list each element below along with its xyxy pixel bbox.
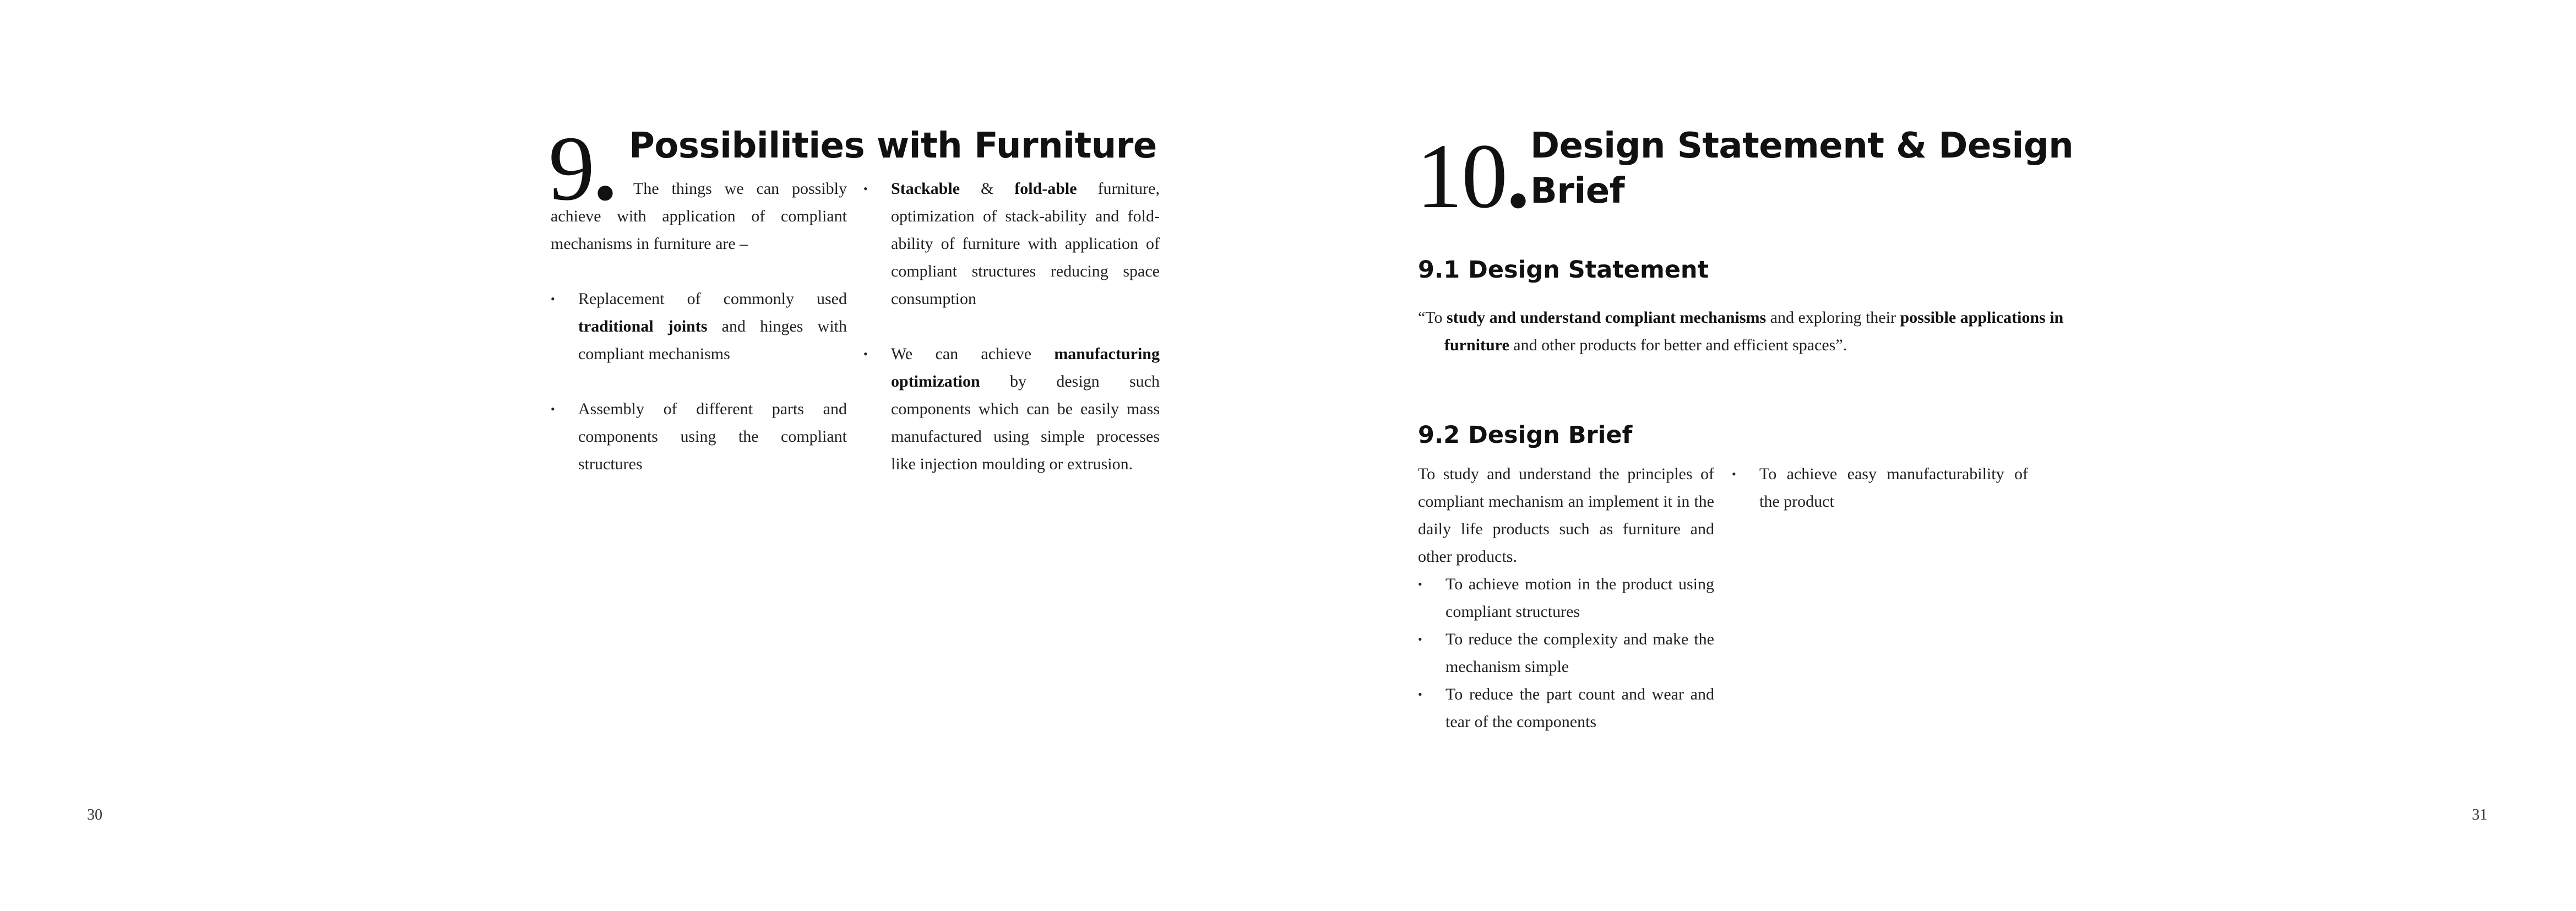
- section-title: Design Statement & Design Brief: [1530, 126, 2074, 212]
- right-column: [863, 175, 1160, 478]
- list-item: • To achieve easy manufacturability of the product: [1732, 460, 2028, 516]
- right-column-bullet-list: [863, 175, 1160, 478]
- page-number: 31: [2472, 806, 2487, 823]
- list-item: • We can achieve manufacturing optimization by design such components which can be easily mass manufactured using simple processes like injection moulding or extrusion.: [863, 340, 1160, 478]
- brief-left-column: [1418, 460, 1714, 736]
- design-statement-heading: 9.1 Design Statement: [1418, 256, 1709, 284]
- section-number-9: 9.: [548, 117, 616, 220]
- bullet-icon: •: [1732, 467, 1736, 481]
- list-item: • To achieve motion in the product using compliant structures: [1418, 571, 1714, 626]
- list-item: • To reduce the part count and wear and tear of the components: [1418, 681, 1714, 736]
- section-title: Possibilities with Furniture: [629, 126, 1157, 166]
- bullet-icon: •: [551, 402, 555, 416]
- left-column-bullet-list: [551, 285, 847, 478]
- brief-intro: To study and understand the principles of compliant mechanism an implement it in the daily life products such as furniture and other products.: [1418, 465, 1714, 566]
- left-column: [551, 175, 847, 478]
- page-number: 30: [87, 806, 102, 823]
- bullet-icon: •: [863, 182, 868, 196]
- list-item: • Assembly of different parts and components using the compliant structures: [551, 395, 847, 478]
- section-number-10: 10.: [1416, 125, 1529, 227]
- bullet-icon: •: [1418, 577, 1422, 591]
- brief-bullet-list-2: [1732, 460, 2028, 516]
- bullet-icon: •: [1418, 632, 1422, 646]
- list-item: • Stackable & fold-able furniture, optimization of stack-ability and fold-ability of furniture with application of compliant structures reducing space consumption: [863, 175, 1160, 313]
- design-statement-text: “To study and understand compliant mechanisms and exploring their possible applications in furniture and other products for better and efficient spaces”.: [1418, 308, 2064, 354]
- brief-right-column: [1732, 460, 2028, 516]
- bullet-icon: •: [1418, 687, 1422, 701]
- design-brief-heading: 9.2 Design Brief: [1418, 421, 1633, 449]
- right-page: [1288, 0, 2576, 911]
- list-item: • Replacement of commonly used traditional joints and hinges with compliant mechanisms: [551, 285, 847, 368]
- intro-paragraph: The things we can possibly achieve with application of compliant mechanisms in furniture are –: [551, 180, 847, 253]
- bullet-icon: •: [863, 347, 868, 361]
- brief-bullet-list: [1418, 571, 1714, 736]
- list-item: • To reduce the complexity and make the mechanism simple: [1418, 626, 1714, 681]
- bullet-icon: •: [551, 292, 555, 306]
